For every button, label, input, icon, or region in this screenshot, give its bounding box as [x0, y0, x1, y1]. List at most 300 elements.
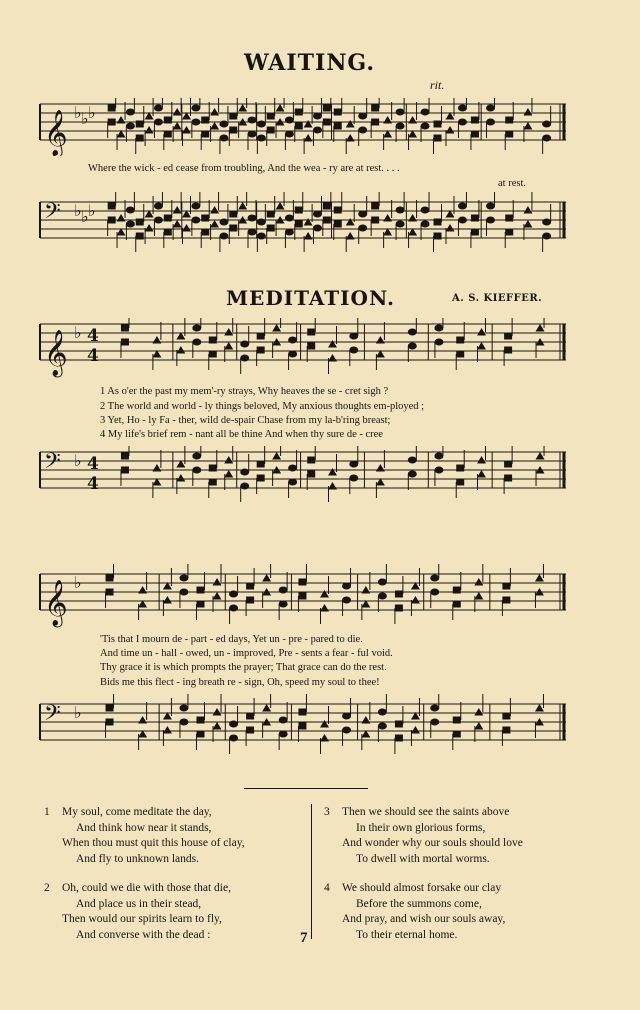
note-head	[334, 123, 342, 130]
flat-icon: ♭	[81, 207, 89, 226]
note-head	[396, 221, 405, 228]
note-head	[276, 104, 285, 112]
note-head	[378, 723, 387, 730]
bass-clef-icon: 𝄢	[44, 199, 61, 229]
note-head	[434, 467, 443, 474]
note-head	[328, 468, 337, 476]
note-head	[421, 109, 430, 116]
note-head	[229, 127, 237, 134]
note-head	[395, 605, 403, 612]
note-head	[176, 474, 185, 482]
note-head	[154, 217, 163, 224]
note-head	[486, 119, 495, 126]
note-head	[453, 731, 461, 738]
note-head	[173, 220, 182, 228]
note-head	[210, 220, 219, 228]
note-head	[152, 336, 161, 344]
note-head	[209, 479, 217, 486]
note-head	[328, 354, 337, 362]
note-head	[276, 202, 285, 210]
note-head	[477, 470, 486, 478]
note-head	[201, 229, 209, 236]
note-head	[121, 453, 129, 460]
note-head	[247, 117, 256, 124]
note-head	[474, 592, 483, 600]
verse-line: Before the summons come,	[356, 897, 482, 910]
note-head	[371, 119, 379, 126]
verse-line: And converse with the dead :	[76, 928, 211, 941]
note-head	[257, 333, 265, 340]
composer-name: A. S. KIEFFER.	[452, 293, 543, 304]
treble-clef-icon: 𝄞	[44, 580, 68, 626]
note-head	[430, 719, 439, 726]
page-number: 7	[300, 930, 308, 946]
flat-icon: ♭	[74, 323, 82, 342]
note-head	[213, 578, 222, 586]
note-head	[313, 113, 322, 120]
note-head	[136, 233, 144, 240]
note-head	[502, 713, 510, 720]
note-head	[334, 221, 342, 228]
note-head	[396, 109, 405, 116]
note-head	[349, 347, 358, 354]
flat-icon: ♭	[88, 103, 96, 122]
note-head	[471, 117, 479, 124]
note-head	[295, 221, 303, 228]
note-head	[320, 590, 329, 598]
note-head	[192, 339, 201, 346]
note-head	[191, 203, 200, 210]
note-head	[164, 229, 172, 236]
note-head	[209, 465, 217, 472]
note-head	[136, 135, 144, 142]
note-head	[323, 119, 331, 126]
note-head	[434, 121, 442, 128]
meditation-title: MEDITATION.	[226, 286, 395, 310]
note-head	[378, 579, 387, 586]
section-divider	[244, 788, 368, 789]
note-head	[179, 705, 188, 712]
note-head	[504, 475, 512, 482]
note-head	[267, 211, 275, 218]
note-head	[257, 121, 266, 128]
note-head	[320, 604, 329, 612]
note-head	[471, 215, 479, 222]
note-head	[288, 479, 297, 486]
note-head	[323, 105, 331, 112]
note-head	[313, 225, 322, 232]
note-head	[272, 452, 281, 460]
note-head	[247, 131, 256, 138]
note-head	[434, 233, 442, 240]
note-head	[192, 467, 201, 474]
note-head	[396, 207, 405, 214]
note-head	[288, 465, 297, 472]
note-head	[505, 117, 513, 124]
treble-clef-icon: 𝄞	[44, 330, 68, 376]
note-head	[298, 709, 306, 716]
note-head	[246, 713, 254, 720]
note-head	[346, 120, 355, 128]
note-head	[262, 574, 271, 582]
verses-left-column	[44, 805, 245, 943]
flat-icon: ♭	[88, 201, 96, 220]
note-head	[323, 203, 331, 210]
verses-right-column	[324, 805, 523, 943]
note-head	[477, 342, 486, 350]
note-head	[279, 731, 288, 738]
note-head	[288, 351, 297, 358]
note-head	[502, 597, 510, 604]
note-head	[477, 328, 486, 336]
note-head	[121, 325, 129, 332]
note-head	[117, 116, 126, 124]
note-head	[213, 722, 222, 730]
note-head	[247, 229, 256, 236]
note-head	[267, 113, 275, 120]
lyric-line-1a: 1 As o'er the past my mem'-ry strays, Why heaves the se - cret sigh ?	[100, 386, 389, 397]
verse-3	[324, 805, 523, 867]
note-head	[453, 717, 461, 724]
waiting-lyric-repeat: at rest.	[498, 178, 526, 189]
note-head	[320, 734, 329, 742]
note-head	[224, 342, 233, 350]
note-head	[486, 217, 495, 224]
verse-number: 4	[324, 882, 330, 894]
note-head	[210, 108, 219, 116]
verse-line: In their own glorious forms,	[356, 821, 486, 834]
note-head	[502, 583, 510, 590]
note-head	[229, 591, 238, 598]
note-head	[196, 587, 204, 594]
note-head	[349, 333, 358, 340]
note-head	[154, 105, 163, 112]
note-head	[542, 135, 551, 142]
note-head	[295, 207, 303, 214]
rit-marking: rit.	[430, 78, 445, 92]
note-head	[535, 574, 544, 582]
note-head	[408, 471, 417, 478]
note-head	[182, 224, 191, 232]
note-head	[346, 134, 355, 142]
note-head	[504, 461, 512, 468]
note-head	[383, 214, 392, 222]
note-head	[307, 471, 315, 478]
note-head	[523, 108, 532, 116]
note-head	[108, 119, 116, 126]
note-head	[246, 583, 254, 590]
note-head	[504, 333, 512, 340]
note-head	[378, 593, 387, 600]
note-head	[523, 206, 532, 214]
note-head	[240, 341, 249, 348]
note-head	[285, 131, 294, 138]
note-head	[126, 109, 135, 116]
note-head	[542, 233, 551, 240]
note-head	[304, 232, 313, 240]
verse-line: To dwell with mortal worms.	[356, 852, 490, 865]
note-head	[191, 105, 200, 112]
note-head	[395, 735, 403, 742]
note-head	[209, 351, 217, 358]
verse-line: And pray, and wish our souls away,	[342, 913, 506, 925]
note-head	[196, 731, 204, 738]
note-head	[136, 121, 144, 128]
note-head	[285, 229, 294, 236]
note-head	[434, 453, 443, 460]
note-head	[126, 207, 135, 214]
note-head	[238, 104, 247, 112]
note-head	[453, 601, 461, 608]
note-head	[358, 127, 367, 134]
meditation-bass-staff-2	[36, 694, 570, 760]
note-head	[383, 116, 392, 124]
note-head	[371, 105, 379, 112]
note-head	[295, 123, 303, 130]
note-head	[154, 119, 163, 126]
note-head	[334, 109, 342, 116]
note-head	[192, 453, 201, 460]
verse-line: And wonder why our souls should love	[342, 837, 523, 849]
note-head	[246, 597, 254, 604]
note-head	[279, 587, 288, 594]
note-head	[179, 575, 188, 582]
note-head	[342, 727, 351, 734]
note-head	[434, 219, 442, 226]
note-head	[136, 219, 144, 226]
verse-line: My soul, come meditate the day,	[62, 806, 212, 818]
lyric-line-4a: 4 My life's brief rem - nant all be thine And when thy sure de - cree	[100, 429, 383, 440]
note-head	[378, 709, 387, 716]
note-head	[240, 469, 249, 476]
note-head	[456, 479, 464, 486]
note-head	[349, 475, 358, 482]
note-head	[474, 708, 483, 716]
verse-1	[44, 805, 245, 867]
time-signature: 4	[87, 454, 99, 474]
verse-number: 2	[44, 882, 50, 894]
lyric-line-2b: And time un - hall - owed, un - improved, Pre - sents a fear - ful void.	[100, 648, 393, 659]
note-head	[126, 221, 135, 228]
verse-line: And fly to unknown lands.	[76, 852, 199, 865]
note-head	[535, 704, 544, 712]
flat-icon: ♭	[74, 103, 82, 122]
verse-number: 1	[44, 806, 50, 818]
note-head	[240, 483, 249, 490]
verse-line: Oh, could we die with those that die,	[62, 882, 231, 894]
note-head	[304, 218, 313, 226]
note-head	[328, 482, 337, 490]
note-head	[342, 583, 351, 590]
note-head	[229, 211, 237, 218]
note-head	[224, 456, 233, 464]
note-head	[307, 457, 315, 464]
verse-2	[44, 881, 245, 943]
note-head	[121, 339, 129, 346]
verse-line: And place us in their stead,	[76, 897, 202, 910]
verse-line: Then would our spirits learn to fly,	[62, 913, 222, 925]
note-head	[145, 126, 154, 134]
note-head	[179, 589, 188, 596]
note-head	[421, 123, 430, 130]
note-head	[346, 232, 355, 240]
note-head	[349, 461, 358, 468]
flat-icon: ♭	[74, 451, 82, 470]
note-head	[523, 220, 532, 228]
flat-icon: ♭	[74, 703, 82, 722]
verse-number: 3	[324, 806, 330, 818]
note-head	[240, 355, 249, 362]
note-head	[458, 203, 467, 210]
note-head	[164, 215, 172, 222]
note-head	[117, 214, 126, 222]
note-head	[173, 206, 182, 214]
note-head	[430, 705, 439, 712]
note-head	[434, 339, 443, 346]
note-head	[224, 328, 233, 336]
flat-icon: ♭	[81, 109, 89, 128]
note-head	[285, 117, 294, 124]
note-head	[313, 211, 322, 218]
note-head	[257, 233, 266, 240]
note-head	[257, 461, 265, 468]
time-signature: 4	[87, 346, 99, 366]
note-head	[523, 122, 532, 130]
note-head	[229, 735, 238, 742]
note-head	[262, 704, 271, 712]
note-head	[106, 705, 114, 712]
note-head	[486, 203, 495, 210]
note-head	[267, 127, 275, 134]
note-head	[210, 206, 219, 214]
note-head	[257, 475, 265, 482]
note-head	[196, 717, 204, 724]
note-head	[456, 351, 464, 358]
note-head	[229, 605, 238, 612]
note-head	[411, 596, 420, 604]
note-head	[505, 215, 513, 222]
note-head	[191, 119, 200, 126]
note-head	[279, 601, 288, 608]
note-head	[456, 337, 464, 344]
note-head	[298, 579, 306, 586]
note-head	[453, 587, 461, 594]
note-head	[456, 465, 464, 472]
note-head	[505, 229, 513, 236]
note-head	[376, 464, 385, 472]
note-head	[213, 592, 222, 600]
note-head	[334, 207, 342, 214]
note-head	[219, 121, 228, 128]
note-head	[313, 127, 322, 134]
note-head	[502, 727, 510, 734]
lyric-line-1b: 'Tis that I mourn de - part - ed days, Yet un - pre - pared to die.	[100, 634, 363, 645]
note-head	[209, 337, 217, 344]
flat-icon: ♭	[74, 201, 82, 220]
bass-clef-icon: 𝄢	[44, 449, 61, 479]
flat-icon: ♭	[74, 573, 82, 592]
note-head	[342, 713, 351, 720]
time-signature: 4	[87, 474, 99, 494]
note-head	[458, 105, 467, 112]
meditation-treble-staff-2	[36, 564, 570, 628]
treble-clef-icon: 𝄞	[44, 110, 68, 156]
note-head	[272, 324, 281, 332]
bass-clef-icon: 𝄢	[44, 701, 61, 731]
note-head	[376, 336, 385, 344]
note-head	[328, 340, 337, 348]
note-head	[371, 203, 379, 210]
note-head	[145, 224, 154, 232]
waiting-lyric: Where the wick - ed cease from troubling, And the wea - ry are at rest. . . .	[88, 163, 400, 174]
note-head	[445, 224, 454, 232]
note-head	[396, 123, 405, 130]
verse-line: To their eternal home.	[356, 928, 458, 941]
waiting-bass-staff	[36, 192, 570, 264]
note-head	[304, 120, 313, 128]
note-head	[395, 591, 403, 598]
note-head	[474, 578, 483, 586]
note-head	[164, 117, 172, 124]
note-head	[471, 229, 479, 236]
note-head	[126, 123, 135, 130]
note-head	[358, 225, 367, 232]
note-head	[238, 202, 247, 210]
note-head	[164, 131, 172, 138]
note-head	[421, 221, 430, 228]
note-head	[182, 126, 191, 134]
meditation-treble-staff-1	[36, 318, 570, 378]
note-head	[173, 108, 182, 116]
note-head	[361, 586, 370, 594]
note-head	[163, 726, 172, 734]
note-head	[138, 586, 147, 594]
note-head	[411, 726, 420, 734]
note-head	[201, 131, 209, 138]
note-head	[430, 575, 439, 582]
note-head	[108, 217, 116, 224]
note-head	[458, 119, 467, 126]
note-head	[434, 135, 442, 142]
note-head	[267, 225, 275, 232]
note-head	[179, 719, 188, 726]
verse-line: And think how near it stands,	[76, 821, 212, 834]
note-head	[471, 131, 479, 138]
waiting-title: WAITING.	[244, 50, 376, 76]
note-head	[323, 217, 331, 224]
verse-4	[324, 881, 523, 943]
note-head	[320, 720, 329, 728]
note-head	[229, 721, 238, 728]
note-head	[295, 109, 303, 116]
note-head	[201, 215, 209, 222]
note-head	[304, 134, 313, 142]
note-head	[196, 601, 204, 608]
note-head	[257, 347, 265, 354]
note-head	[106, 575, 114, 582]
note-head	[477, 456, 486, 464]
note-head	[298, 723, 306, 730]
lyric-line-3a: 3 Yet, Ho - ly Fa - ther, wild de-spair Chase from my la-b'ring breast;	[100, 415, 391, 426]
verse-line: Then we should see the saints above	[342, 806, 510, 818]
note-head	[219, 233, 228, 240]
time-signature: 4	[87, 326, 99, 346]
note-head	[536, 324, 545, 332]
note-head	[505, 131, 513, 138]
verse-line: We should almost forsake our clay	[342, 882, 502, 894]
note-head	[486, 105, 495, 112]
note-head	[408, 116, 417, 124]
